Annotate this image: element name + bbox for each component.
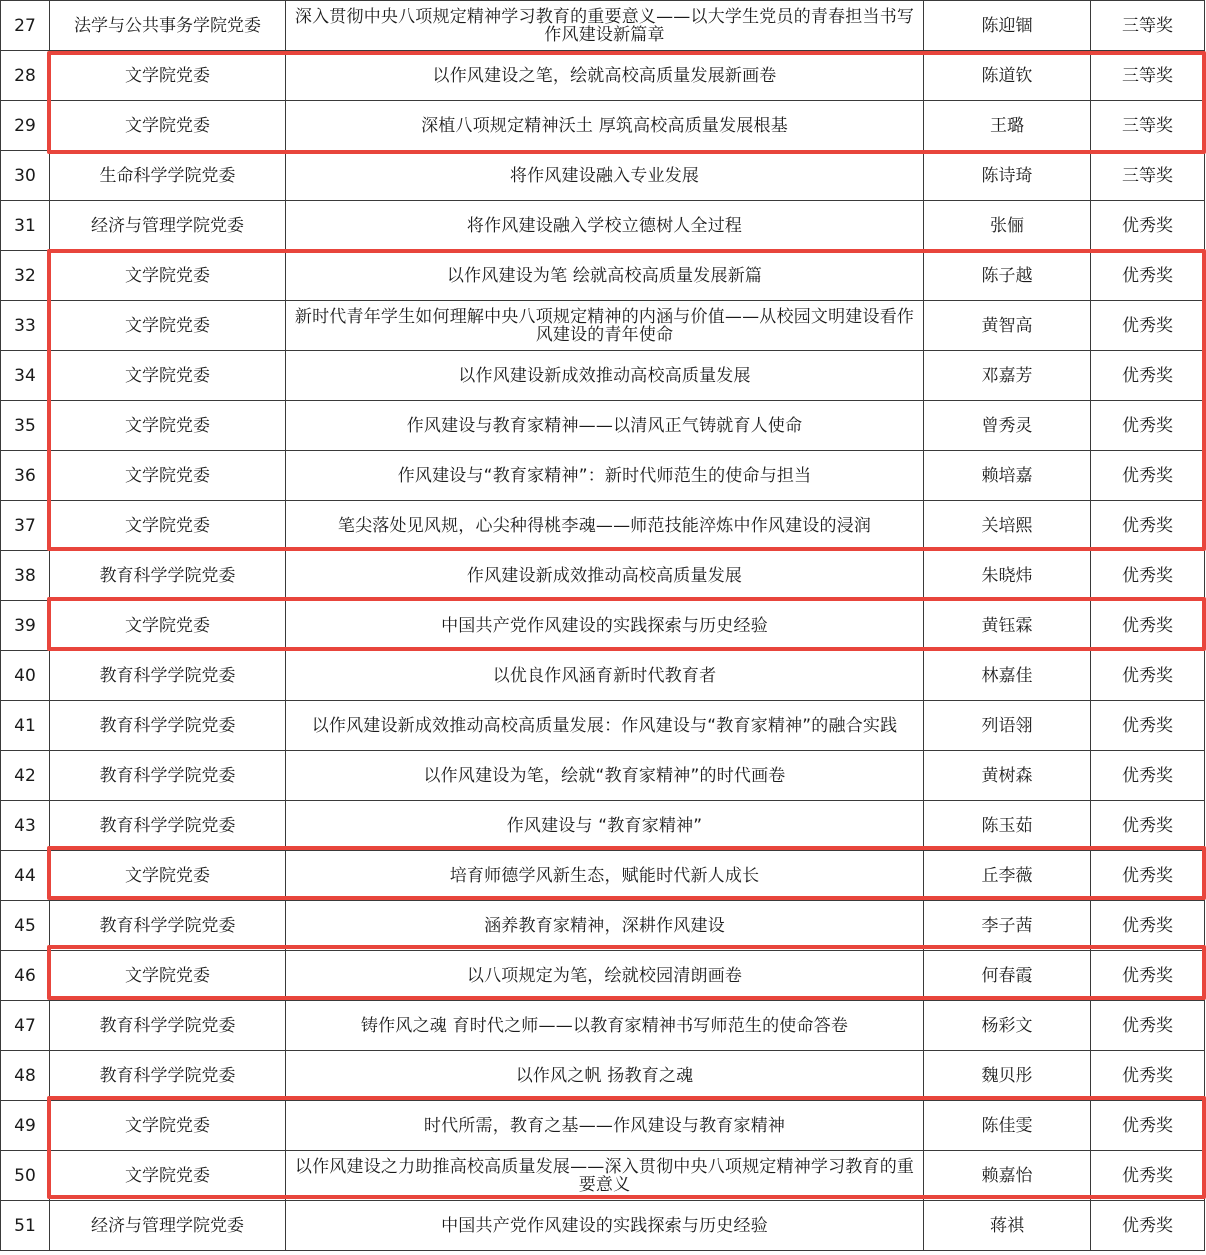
table-row (1, 751, 1205, 801)
title-cell: 中国共产党作风建设的实践探索与历史经验 (286, 601, 924, 651)
title-cell: 将作风建设融入学校立德树人全过程 (286, 201, 924, 251)
title-cell: 以作风建设新成效推动高校高质量发展：作风建设与“教育家精神”的融合实践 (286, 701, 924, 751)
unit-cell: 文学院党委 (50, 351, 286, 401)
author-cell: 陈子越 (924, 251, 1091, 301)
table-row (1, 1051, 1205, 1101)
award-cell: 优秀奖 (1091, 651, 1205, 701)
author-cell: 林嘉佳 (924, 651, 1091, 701)
table-row (1, 201, 1205, 251)
award-cell: 优秀奖 (1091, 1151, 1205, 1201)
title-cell: 作风建设与教育家精神——以清风正气铸就育人使命 (286, 401, 924, 451)
award-cell: 优秀奖 (1091, 1101, 1205, 1151)
unit-cell: 法学与公共事务学院党委 (50, 1, 286, 51)
unit-cell: 教育科学学院党委 (50, 1051, 286, 1101)
title-cell: 新时代青年学生如何理解中央八项规定精神的内涵与价值——从校园文明建设看作风建设的青年使命 (286, 301, 924, 351)
author-cell: 陈佳雯 (924, 1101, 1091, 1151)
award-cell: 优秀奖 (1091, 301, 1205, 351)
table-row (1, 651, 1205, 701)
unit-cell: 文学院党委 (50, 51, 286, 101)
row-number-cell: 27 (1, 1, 50, 51)
title-cell: 培育师德学风新生态，赋能时代新人成长 (286, 851, 924, 901)
author-cell: 张俪 (924, 201, 1091, 251)
table-row (1, 501, 1205, 551)
award-cell: 优秀奖 (1091, 1001, 1205, 1051)
title-cell: 以作风建设为笔，绘就“教育家精神”的时代画卷 (286, 751, 924, 801)
author-cell: 曾秀灵 (924, 401, 1091, 451)
author-cell: 王璐 (924, 101, 1091, 151)
row-number-cell: 40 (1, 651, 50, 701)
title-cell: 作风建设与“教育家精神”：新时代师范生的使命与担当 (286, 451, 924, 501)
unit-cell: 文学院党委 (50, 451, 286, 501)
title-cell: 作风建设与 “教育家精神” (286, 801, 924, 851)
table-row (1, 451, 1205, 501)
award-cell: 优秀奖 (1091, 401, 1205, 451)
title-cell: 以作风建设之笔，绘就高校高质量发展新画卷 (286, 51, 924, 101)
title-cell: 以作风建设为笔 绘就高校高质量发展新篇 (286, 251, 924, 301)
unit-cell: 文学院党委 (50, 401, 286, 451)
award-cell: 优秀奖 (1091, 751, 1205, 801)
unit-cell: 文学院党委 (50, 1151, 286, 1201)
author-cell: 黄智高 (924, 301, 1091, 351)
author-cell: 陈诗琦 (924, 151, 1091, 201)
table-row (1, 301, 1205, 351)
table-row (1, 551, 1205, 601)
award-cell: 优秀奖 (1091, 701, 1205, 751)
unit-cell: 文学院党委 (50, 101, 286, 151)
award-cell: 优秀奖 (1091, 251, 1205, 301)
title-cell: 深入贯彻中央八项规定精神学习教育的重要意义——以大学生党员的青春担当书写作风建设新篇章 (286, 1, 924, 51)
award-cell: 优秀奖 (1091, 951, 1205, 1001)
title-cell: 笔尖落处见风规，心尖种得桃李魂——师范技能淬炼中作风建设的浸润 (286, 501, 924, 551)
award-cell: 三等奖 (1091, 1, 1205, 51)
row-number-cell: 36 (1, 451, 50, 501)
author-cell: 朱晓炜 (924, 551, 1091, 601)
title-cell: 以作风建设之力助推高校高质量发展——深入贯彻中央八项规定精神学习教育的重要意义 (286, 1151, 924, 1201)
row-number-cell: 34 (1, 351, 50, 401)
title-cell: 作风建设新成效推动高校高质量发展 (286, 551, 924, 601)
title-cell: 时代所需，教育之基——作风建设与教育家精神 (286, 1101, 924, 1151)
author-cell: 黄树森 (924, 751, 1091, 801)
unit-cell: 教育科学学院党委 (50, 901, 286, 951)
title-cell: 以作风建设新成效推动高校高质量发展 (286, 351, 924, 401)
award-cell: 优秀奖 (1091, 1051, 1205, 1101)
table-row (1, 1151, 1205, 1201)
title-cell: 以八项规定为笔，绘就校园清朗画卷 (286, 951, 924, 1001)
row-number-cell: 41 (1, 701, 50, 751)
unit-cell: 教育科学学院党委 (50, 701, 286, 751)
award-cell: 优秀奖 (1091, 851, 1205, 901)
award-cell: 优秀奖 (1091, 551, 1205, 601)
table-row (1, 101, 1205, 151)
row-number-cell: 35 (1, 401, 50, 451)
row-number-cell: 37 (1, 501, 50, 551)
row-number-cell: 51 (1, 1201, 50, 1251)
row-number-cell: 33 (1, 301, 50, 351)
author-cell: 陈玉茹 (924, 801, 1091, 851)
row-number-cell: 45 (1, 901, 50, 951)
row-number-cell: 32 (1, 251, 50, 301)
award-cell: 三等奖 (1091, 51, 1205, 101)
row-number-cell: 31 (1, 201, 50, 251)
table-row (1, 401, 1205, 451)
unit-cell: 教育科学学院党委 (50, 801, 286, 851)
row-number-cell: 50 (1, 1151, 50, 1201)
unit-cell: 教育科学学院党委 (50, 751, 286, 801)
row-number-cell: 47 (1, 1001, 50, 1051)
author-cell: 杨彩文 (924, 1001, 1091, 1051)
row-number-cell: 48 (1, 1051, 50, 1101)
table-row (1, 251, 1205, 301)
title-cell: 铸作风之魂 育时代之师——以教育家精神书写师范生的使命答卷 (286, 1001, 924, 1051)
award-cell: 优秀奖 (1091, 801, 1205, 851)
row-number-cell: 29 (1, 101, 50, 151)
table-row (1, 801, 1205, 851)
award-cell: 三等奖 (1091, 151, 1205, 201)
row-number-cell: 39 (1, 601, 50, 651)
table-row (1, 51, 1205, 101)
table-row (1, 601, 1205, 651)
unit-cell: 经济与管理学院党委 (50, 201, 286, 251)
row-number-cell: 42 (1, 751, 50, 801)
table-row (1, 1101, 1205, 1151)
author-cell: 魏贝彤 (924, 1051, 1091, 1101)
award-cell: 优秀奖 (1091, 351, 1205, 401)
unit-cell: 教育科学学院党委 (50, 551, 286, 601)
title-cell: 深植八项规定精神沃土 厚筑高校高质量发展根基 (286, 101, 924, 151)
unit-cell: 文学院党委 (50, 601, 286, 651)
table-body (1, 1, 1205, 1251)
row-number-cell: 44 (1, 851, 50, 901)
table-row (1, 351, 1205, 401)
table-row (1, 151, 1205, 201)
row-number-cell: 30 (1, 151, 50, 201)
author-cell: 蒋祺 (924, 1201, 1091, 1251)
unit-cell: 生命科学学院党委 (50, 151, 286, 201)
author-cell: 赖培嘉 (924, 451, 1091, 501)
award-cell: 优秀奖 (1091, 201, 1205, 251)
award-cell: 优秀奖 (1091, 601, 1205, 651)
title-cell: 中国共产党作风建设的实践探索与历史经验 (286, 1201, 924, 1251)
row-number-cell: 28 (1, 51, 50, 101)
unit-cell: 文学院党委 (50, 301, 286, 351)
unit-cell: 文学院党委 (50, 1101, 286, 1151)
unit-cell: 教育科学学院党委 (50, 1001, 286, 1051)
title-cell: 将作风建设融入专业发展 (286, 151, 924, 201)
row-number-cell: 43 (1, 801, 50, 851)
author-cell: 邓嘉芳 (924, 351, 1091, 401)
row-number-cell: 46 (1, 951, 50, 1001)
author-cell: 赖嘉怡 (924, 1151, 1091, 1201)
author-cell: 丘李薇 (924, 851, 1091, 901)
table-row (1, 851, 1205, 901)
table-row (1, 1201, 1205, 1251)
unit-cell: 文学院党委 (50, 851, 286, 901)
author-cell: 黄钰霖 (924, 601, 1091, 651)
unit-cell: 经济与管理学院党委 (50, 1201, 286, 1251)
title-cell: 以优良作风涵育新时代教育者 (286, 651, 924, 701)
table-row (1, 951, 1205, 1001)
row-number-cell: 38 (1, 551, 50, 601)
unit-cell: 文学院党委 (50, 251, 286, 301)
award-cell: 优秀奖 (1091, 501, 1205, 551)
award-cell: 三等奖 (1091, 101, 1205, 151)
table-row (1, 901, 1205, 951)
author-cell: 关培熙 (924, 501, 1091, 551)
table-row (1, 1001, 1205, 1051)
author-cell: 陈迎锢 (924, 1, 1091, 51)
author-cell: 列语翎 (924, 701, 1091, 751)
unit-cell: 文学院党委 (50, 951, 286, 1001)
author-cell: 李子茜 (924, 901, 1091, 951)
unit-cell: 教育科学学院党委 (50, 651, 286, 701)
table-row (1, 701, 1205, 751)
table-row (1, 1, 1205, 51)
award-cell: 优秀奖 (1091, 1201, 1205, 1251)
author-cell: 何春霞 (924, 951, 1091, 1001)
title-cell: 涵养教育家精神，深耕作风建设 (286, 901, 924, 951)
row-number-cell: 49 (1, 1101, 50, 1151)
unit-cell: 文学院党委 (50, 501, 286, 551)
author-cell: 陈道钦 (924, 51, 1091, 101)
title-cell: 以作风之帆 扬教育之魂 (286, 1051, 924, 1101)
award-cell: 优秀奖 (1091, 901, 1205, 951)
award-cell: 优秀奖 (1091, 451, 1205, 501)
